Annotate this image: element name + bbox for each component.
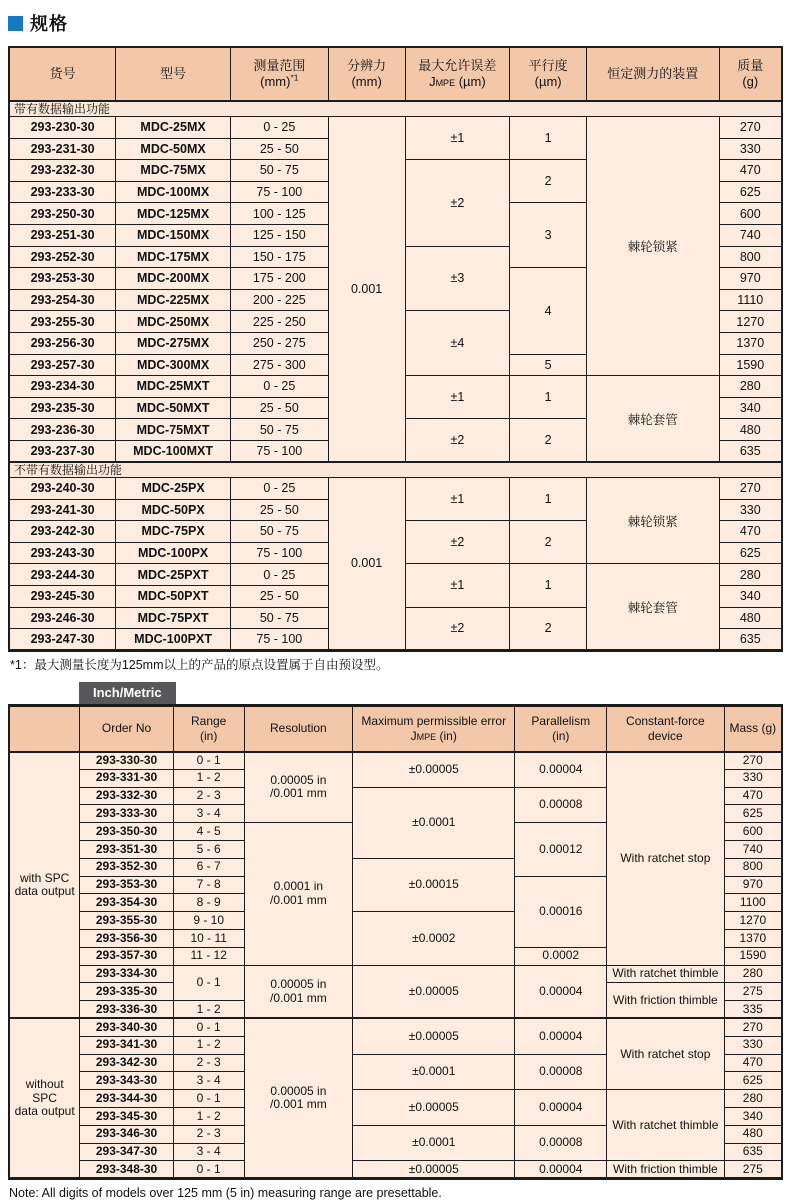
model-cell: MDC-75MX [116, 160, 231, 182]
measuring-range-cell: 75 - 100 [230, 542, 328, 564]
order-no-cell: 293-244-30 [9, 564, 116, 586]
order-no-cell: 293-355-30 [80, 912, 174, 930]
range-cell: 1 - 2 [173, 1001, 244, 1019]
mass-cell: 625 [724, 805, 782, 823]
resolution-header: 分辨力 (mm) [328, 47, 405, 101]
order-no-cell: 293-340-30 [80, 1018, 174, 1036]
header-row [9, 706, 782, 752]
model-cell: MDC-150MX [116, 224, 231, 246]
range-cell: 0 - 1 [173, 752, 244, 770]
range-cell: 3 - 4 [173, 1143, 244, 1161]
measuring-range-cell: 125 - 150 [230, 224, 328, 246]
range-cell: 9 - 10 [173, 912, 244, 930]
order-no-cell: 293-231-30 [9, 138, 116, 160]
measuring-range-cell: 0 - 25 [230, 564, 328, 586]
mass-cell: 480 [719, 607, 782, 629]
mass-cell: 340 [719, 397, 782, 419]
measuring-range-cell: 75 - 100 [230, 440, 328, 462]
mass-cell: 1270 [724, 912, 782, 930]
max-permissible-error-cell: ±0.0002 [353, 912, 515, 965]
mass-cell: 340 [719, 585, 782, 607]
model-cell: MDC-100PX [116, 542, 231, 564]
parallelism-cell: 0.00008 [515, 1125, 607, 1161]
mass-cell: 470 [724, 1054, 782, 1072]
range-cell: 0 - 1 [173, 1018, 244, 1036]
order-no-cell: 293-333-30 [80, 805, 174, 823]
resolution-cell: 0.001 [328, 478, 405, 651]
resolution-cell: 0.0001 in /0.001 mm [244, 823, 353, 965]
order-no-cell: 293-350-30 [80, 823, 174, 841]
parallelism-cell: 0.00004 [515, 1161, 607, 1179]
table-row [9, 752, 782, 770]
mass-cell: 470 [719, 521, 782, 543]
order-no-cell: 293-343-30 [80, 1072, 174, 1090]
order-no-cell: 293-236-30 [9, 419, 116, 441]
measuring-range-cell: 75 - 100 [230, 181, 328, 203]
section-label: 带有数据输出功能 [9, 101, 782, 117]
range-cell: 0 - 1 [173, 1161, 244, 1179]
order-no-cell: 293-242-30 [9, 521, 116, 543]
model-cell: MDC-175MX [116, 246, 231, 268]
parallelism-cell: 0.0002 [515, 947, 607, 965]
max-permissible-error-cell: ±2 [405, 521, 510, 564]
model-cell: MDC-100MX [116, 181, 231, 203]
range-cell: 5 - 6 [173, 840, 244, 858]
mass-cell: 625 [719, 542, 782, 564]
mass-cell: 270 [724, 1018, 782, 1036]
model-cell: MDC-25PX [116, 478, 231, 500]
model-cell: MDC-50MX [116, 138, 231, 160]
mass-cell: 280 [724, 965, 782, 983]
range-cell: 4 - 5 [173, 823, 244, 841]
range-cell: 2 - 3 [173, 1125, 244, 1143]
order-no-cell: 293-252-30 [9, 246, 116, 268]
measuring-range-cell: 25 - 50 [230, 138, 328, 160]
constant-force-device-cell: 棘轮锁紧 [587, 478, 720, 564]
order-no-cell: 293-341-30 [80, 1036, 174, 1054]
constant-force-device-cell: With ratchet stop [607, 752, 725, 966]
order-no-cell: 293-251-30 [9, 224, 116, 246]
constant-force-device-cell: With ratchet stop [607, 1018, 725, 1089]
max-permissible-error-header: Maximum permissible error JMPE (in) [353, 706, 515, 752]
mass-cell: 330 [719, 499, 782, 521]
parallelism-cell: 0.00004 [515, 965, 607, 1018]
measuring-range-cell: 50 - 75 [230, 521, 328, 543]
constant-force-device-cell: With ratchet thimble [607, 1090, 725, 1161]
mass-cell: 1590 [719, 354, 782, 376]
max-permissible-error-cell: ±4 [405, 311, 510, 376]
max-permissible-error-cell: ±2 [405, 160, 510, 246]
range-cell: 1 - 2 [173, 769, 244, 787]
range-header: Range (in) [173, 706, 244, 752]
measuring-range-cell: 275 - 300 [230, 354, 328, 376]
parallelism-cell: 0.00004 [515, 1090, 607, 1126]
max-permissible-error-cell: ±3 [405, 246, 510, 311]
order-no-cell: 293-345-30 [80, 1107, 174, 1125]
model-cell: MDC-125MX [116, 203, 231, 225]
max-permissible-error-cell: ±2 [405, 419, 510, 462]
measuring-range-cell: 175 - 200 [230, 268, 328, 290]
order-no-cell: 293-255-30 [9, 311, 116, 333]
parallelism-cell: 2 [510, 419, 587, 462]
order-no-cell: 293-245-30 [9, 585, 116, 607]
order-no-header: Order No [80, 706, 174, 752]
model-cell: MDC-25PXT [116, 564, 231, 586]
model-cell: MDC-275MX [116, 332, 231, 354]
order-no-cell: 293-240-30 [9, 478, 116, 500]
table-row [9, 965, 782, 983]
parallelism-cell: 1 [510, 376, 587, 419]
constant-force-device-cell: 棘轮套管 [587, 376, 720, 462]
parallelism-cell: 0.00004 [515, 752, 607, 788]
measuring-range-header: 测量范围 (mm)$^{*1}$ [230, 47, 328, 101]
parallelism-cell: 5 [510, 354, 587, 376]
model-cell: MDC-50PXT [116, 585, 231, 607]
max-permissible-error-cell: ±0.0001 [353, 1054, 515, 1090]
table-row [9, 1161, 782, 1179]
max-permissible-error-cell: ±0.00005 [353, 965, 515, 1018]
model-cell: MDC-25MX [116, 117, 231, 139]
order-no-cell: 293-347-30 [80, 1143, 174, 1161]
range-cell: 2 - 3 [173, 787, 244, 805]
order-no-cell: 293-234-30 [9, 376, 116, 398]
order-no-cell: 293-241-30 [9, 499, 116, 521]
section-band-row [9, 101, 782, 117]
order-no-cell: 293-357-30 [80, 947, 174, 965]
table-row [9, 1090, 782, 1108]
parallelism-cell: 0.00004 [515, 1018, 607, 1054]
measuring-range-cell: 75 - 100 [230, 629, 328, 651]
group-label-header [9, 706, 80, 752]
mass-cell: 800 [719, 246, 782, 268]
mass-cell: 275 [724, 983, 782, 1001]
model-cell: MDC-250MX [116, 311, 231, 333]
bottom-note: Note: All digits of models over 125 mm (5 in) measuring range are presettable. [9, 1186, 442, 1201]
model-header: 型号 [116, 47, 231, 101]
order-no-cell: 293-235-30 [9, 397, 116, 419]
order-no-cell: 293-250-30 [9, 203, 116, 225]
order-no-cell: 293-356-30 [80, 929, 174, 947]
measuring-range-cell: 50 - 75 [230, 419, 328, 441]
mass-cell: 270 [719, 478, 782, 500]
mass-cell: 280 [719, 564, 782, 586]
order-no-cell: 293-247-30 [9, 629, 116, 651]
mass-cell: 625 [719, 181, 782, 203]
measuring-range-cell: 25 - 50 [230, 499, 328, 521]
order-no-cell: 293-353-30 [80, 876, 174, 894]
mass-cell: 470 [719, 160, 782, 182]
measuring-range-cell: 25 - 50 [230, 585, 328, 607]
footnote: *1：最大测量长度为125mm以上的产品的原点设置属于自由预设型。 [10, 657, 389, 672]
range-cell: 0 - 1 [173, 1090, 244, 1108]
group-label-cell: without SPC data output [9, 1018, 80, 1178]
resolution-cell: 0.00005 in /0.001 mm [244, 965, 353, 1018]
page-title: 规格 [30, 14, 68, 34]
model-cell: MDC-200MX [116, 268, 231, 290]
parallelism-cell: 0.00008 [515, 787, 607, 823]
mass-cell: 280 [724, 1090, 782, 1108]
range-cell: 7 - 8 [173, 876, 244, 894]
mass-cell: 330 [724, 1036, 782, 1054]
section-title [8, 10, 783, 36]
model-cell: MDC-225MX [116, 289, 231, 311]
mass-cell: 635 [724, 1143, 782, 1161]
mass-header: 质量 (g) [719, 47, 782, 101]
parallelism-cell: 2 [510, 160, 587, 203]
mass-cell: 1370 [719, 332, 782, 354]
order-no-cell: 293-330-30 [80, 752, 174, 770]
parallelism-cell: 1 [510, 117, 587, 160]
max-permissible-error-cell: ±0.0001 [353, 787, 515, 858]
mass-cell: 1100 [724, 894, 782, 912]
order-no-cell: 293-354-30 [80, 894, 174, 912]
order-no-cell: 293-336-30 [80, 1001, 174, 1019]
measuring-range-cell: 0 - 25 [230, 117, 328, 139]
inch-metric-tab: Inch/Metric [79, 682, 176, 704]
mass-cell: 1270 [719, 311, 782, 333]
parallelism-header: Parallelism (in) [515, 706, 607, 752]
max-permissible-error-cell: ±0.00005 [353, 752, 515, 788]
resolution-cell: 0.00005 in /0.001 mm [244, 1018, 353, 1178]
mass-cell: 740 [724, 840, 782, 858]
range-cell: 6 - 7 [173, 858, 244, 876]
order-no-cell: 293-232-30 [9, 160, 116, 182]
measuring-range-cell: 250 - 275 [230, 332, 328, 354]
max-permissible-error-cell: ±1 [405, 478, 510, 521]
range-cell: 3 - 4 [173, 805, 244, 823]
mass-cell: 970 [719, 268, 782, 290]
max-permissible-error-header: 最大允许误差 JMPE (µm) [405, 47, 510, 101]
max-permissible-error-cell: ±0.00005 [353, 1018, 515, 1054]
measuring-range-cell: 0 - 25 [230, 478, 328, 500]
order-no-cell: 293-243-30 [9, 542, 116, 564]
max-permissible-error-cell: ±1 [405, 564, 510, 607]
max-permissible-error-cell: ±0.00005 [353, 1161, 515, 1179]
mass-header: Mass (g) [724, 706, 782, 752]
mass-cell: 600 [724, 823, 782, 841]
range-cell: 3 - 4 [173, 1072, 244, 1090]
max-permissible-error-cell: ±0.00015 [353, 858, 515, 911]
max-permissible-error-cell: ±1 [405, 117, 510, 160]
order-no-cell: 293-246-30 [9, 607, 116, 629]
constant-force-device-header: 恒定测力的装置 [587, 47, 720, 101]
order-no-cell: 293-332-30 [80, 787, 174, 805]
parallelism-header: 平行度 (µm) [510, 47, 587, 101]
measuring-range-cell: 225 - 250 [230, 311, 328, 333]
order-no-cell: 293-348-30 [80, 1161, 174, 1179]
parallelism-cell: 3 [510, 203, 587, 268]
constant-force-device-cell: 棘轮锁紧 [587, 117, 720, 376]
table-row [9, 1018, 782, 1036]
order-no-header: 货号 [9, 47, 116, 101]
range-cell: 1 - 2 [173, 1036, 244, 1054]
model-cell: MDC-75MXT [116, 419, 231, 441]
order-no-cell: 293-230-30 [9, 117, 116, 139]
order-no-cell: 293-257-30 [9, 354, 116, 376]
mass-cell: 340 [724, 1107, 782, 1125]
table-row [9, 478, 782, 500]
parallelism-cell: 4 [510, 268, 587, 354]
model-cell: MDC-75PX [116, 521, 231, 543]
constant-force-device-cell: With friction thimble [607, 1161, 725, 1179]
mass-cell: 740 [719, 224, 782, 246]
order-no-cell: 293-331-30 [80, 769, 174, 787]
model-cell: MDC-300MX [116, 354, 231, 376]
measuring-range-cell: 100 - 125 [230, 203, 328, 225]
mass-cell: 335 [724, 1001, 782, 1019]
order-no-cell: 293-256-30 [9, 332, 116, 354]
range-cell: 8 - 9 [173, 894, 244, 912]
parallelism-cell: 0.00012 [515, 823, 607, 876]
mass-cell: 280 [719, 376, 782, 398]
inch-spec-table [8, 704, 783, 1180]
mass-cell: 270 [724, 752, 782, 770]
title-square-icon [8, 16, 23, 31]
inch-table-wrap [8, 704, 783, 1180]
measuring-range-cell: 50 - 75 [230, 607, 328, 629]
range-cell: 11 - 12 [173, 947, 244, 965]
max-permissible-error-cell: ±0.0001 [353, 1125, 515, 1161]
order-no-cell: 293-233-30 [9, 181, 116, 203]
order-no-cell: 293-254-30 [9, 289, 116, 311]
mass-cell: 1590 [724, 947, 782, 965]
order-no-cell: 293-253-30 [9, 268, 116, 290]
header-row [9, 47, 782, 101]
resolution-header: Resolution [244, 706, 353, 752]
mass-cell: 1110 [719, 289, 782, 311]
section-band-row [9, 462, 782, 478]
order-no-cell: 293-352-30 [80, 858, 174, 876]
model-cell: MDC-100PXT [116, 629, 231, 651]
order-no-cell: 293-237-30 [9, 440, 116, 462]
measuring-range-cell: 25 - 50 [230, 397, 328, 419]
measuring-range-cell: 200 - 225 [230, 289, 328, 311]
constant-force-device-header: Constant-force device [607, 706, 725, 752]
footnote-marker: *1 [290, 72, 299, 83]
mass-cell: 635 [719, 629, 782, 651]
mass-cell: 600 [719, 203, 782, 225]
range-cell: 0 - 1 [173, 965, 244, 1001]
mass-cell: 470 [724, 787, 782, 805]
order-no-cell: 293-335-30 [80, 983, 174, 1001]
constant-force-device-cell: With ratchet thimble [607, 965, 725, 983]
order-no-cell: 293-351-30 [80, 840, 174, 858]
mass-cell: 1370 [724, 929, 782, 947]
constant-force-device-cell: With friction thimble [607, 983, 725, 1019]
group-label-cell: with SPC data output [9, 752, 80, 1019]
max-permissible-error-cell: ±0.00005 [353, 1090, 515, 1126]
max-permissible-error-cell: ±1 [405, 376, 510, 419]
mass-cell: 480 [719, 419, 782, 441]
mass-cell: 480 [724, 1125, 782, 1143]
parallelism-cell: 2 [510, 521, 587, 564]
order-no-cell: 293-346-30 [80, 1125, 174, 1143]
mass-cell: 625 [724, 1072, 782, 1090]
section-label: 不带有数据输出功能 [9, 462, 782, 478]
mass-cell: 635 [719, 440, 782, 462]
parallelism-cell: 2 [510, 607, 587, 650]
model-cell: MDC-25MXT [116, 376, 231, 398]
model-cell: MDC-100MXT [116, 440, 231, 462]
mass-cell: 270 [719, 117, 782, 139]
parallelism-cell: 1 [510, 478, 587, 521]
range-cell: 10 - 11 [173, 929, 244, 947]
resolution-cell: 0.001 [328, 117, 405, 463]
max-permissible-error-cell: ±2 [405, 607, 510, 650]
mass-cell: 330 [719, 138, 782, 160]
resolution-cell: 0.00005 in /0.001 mm [244, 752, 353, 823]
range-cell: 1 - 2 [173, 1107, 244, 1125]
mass-cell: 330 [724, 769, 782, 787]
measuring-range-cell: 150 - 175 [230, 246, 328, 268]
table-row [9, 117, 782, 139]
order-no-cell: 293-334-30 [80, 965, 174, 983]
parallelism-cell: 0.00016 [515, 876, 607, 947]
jmpe-subscript: MPE [435, 78, 456, 88]
order-no-cell: 293-342-30 [80, 1054, 174, 1072]
jmpe-subscript: MPE [416, 731, 437, 742]
parallelism-cell: 1 [510, 564, 587, 607]
order-no-cell: 293-344-30 [80, 1090, 174, 1108]
metric-spec-table [8, 46, 783, 652]
mass-cell: 970 [724, 876, 782, 894]
constant-force-device-cell: 棘轮套管 [587, 564, 720, 650]
parallelism-cell: 0.00008 [515, 1054, 607, 1090]
mass-cell: 800 [724, 858, 782, 876]
range-cell: 2 - 3 [173, 1054, 244, 1072]
measuring-range-cell: 50 - 75 [230, 160, 328, 182]
model-cell: MDC-75PXT [116, 607, 231, 629]
model-cell: MDC-50MXT [116, 397, 231, 419]
model-cell: MDC-50PX [116, 499, 231, 521]
measuring-range-cell: 0 - 25 [230, 376, 328, 398]
mass-cell: 275 [724, 1161, 782, 1179]
